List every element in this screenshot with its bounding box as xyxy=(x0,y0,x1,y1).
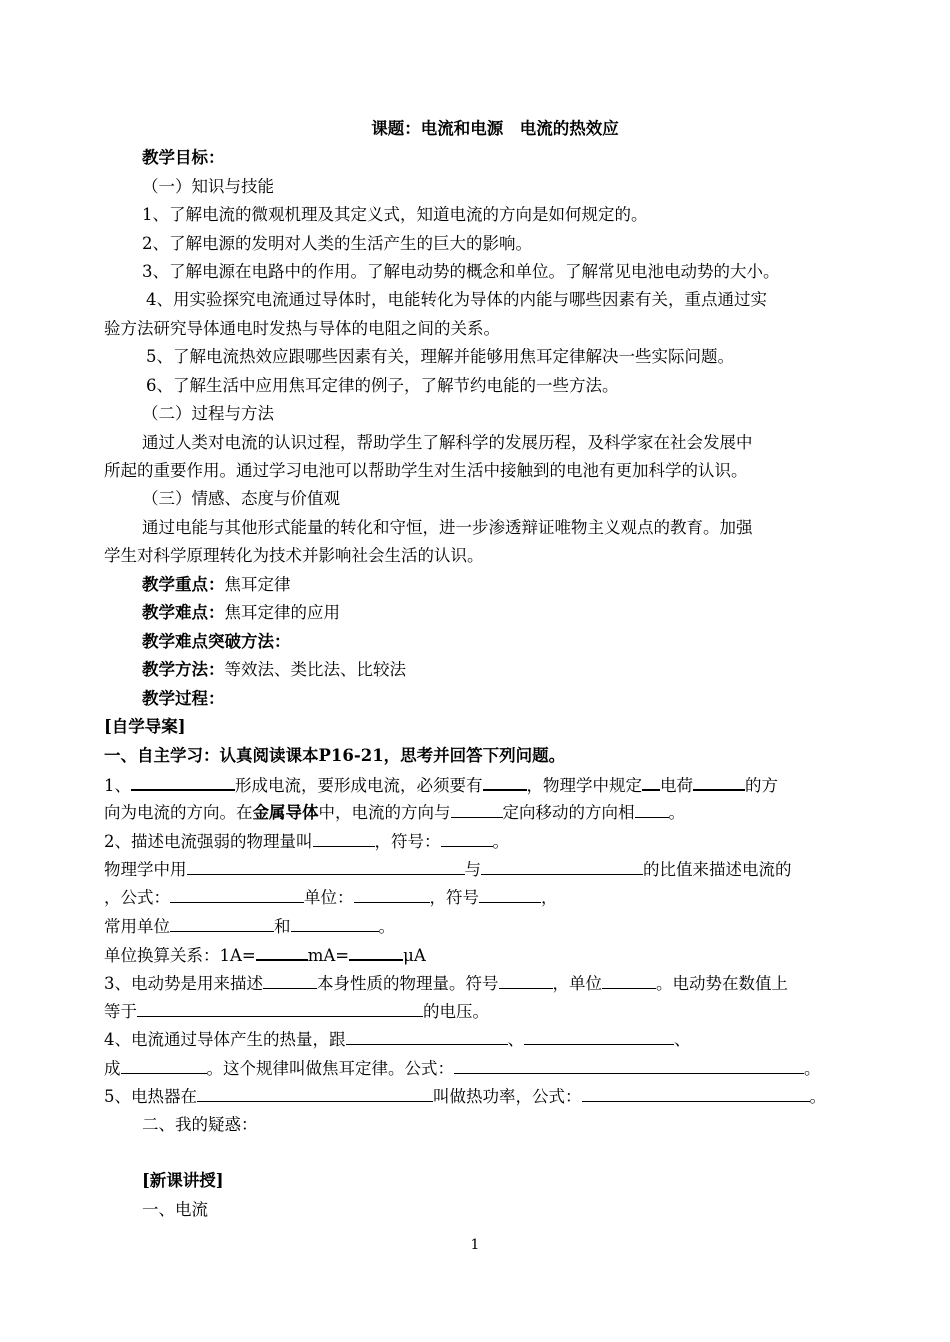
part1-heading: 一、自主学习：认真阅读课本P16-21，思考并回答下列问题。 xyxy=(104,746,566,765)
objective-2: 2、了解电源的发明对人类的生活产生的巨大的影响。 xyxy=(142,234,532,253)
blank[interactable] xyxy=(263,971,317,989)
q2-text: ，公式： xyxy=(104,888,170,907)
q3-text: 本身性质的物理量。符号 xyxy=(317,974,499,993)
question-5 xyxy=(104,1084,826,1109)
q1-number: 1、 xyxy=(104,776,131,795)
objective-5: 5、了解电流热效应跟哪些因素有关，理解并能够用焦耳定律解决一些实际问题。 xyxy=(146,347,734,366)
method xyxy=(142,658,406,682)
q4-text: 、 xyxy=(507,1030,524,1049)
page-title: 课题：电流和电源 电流的热效应 xyxy=(371,119,619,138)
subsection-current: 一、电流 xyxy=(142,1200,208,1219)
values-line-2: 学生对科学原理转化为技术并影响社会生活的认识。 xyxy=(104,546,484,565)
blank[interactable] xyxy=(454,1056,804,1074)
new-lesson-heading: [新课讲授] xyxy=(142,1171,224,1190)
q3-text: ，单位 xyxy=(552,974,602,993)
blank[interactable] xyxy=(441,829,493,847)
q1-text: 电荷 xyxy=(660,776,693,795)
q2-text: ， xyxy=(541,888,558,907)
q2-text: mA= xyxy=(307,946,350,965)
section-knowledge-heading: （一）知识与技能 xyxy=(142,177,274,196)
process-line-1: 通过人类对电流的认识过程，帮助学生了解科学的发展历程，及科学家在社会发展中 xyxy=(142,433,753,452)
values-line-1: 通过电能与其他形式能量的转化和守恒，进一步渗透辩证唯物主义观点的教育。加强 xyxy=(142,518,753,537)
q1-text: 。 xyxy=(668,803,685,822)
blank[interactable] xyxy=(635,800,669,818)
question-2-line-5 xyxy=(104,942,426,968)
q2-text: 单位： xyxy=(304,888,354,907)
blank[interactable] xyxy=(170,914,274,932)
q2-text: 物理学中用 xyxy=(104,860,187,879)
blank[interactable] xyxy=(346,1027,508,1045)
question-3-line-2 xyxy=(104,999,489,1024)
blank[interactable] xyxy=(313,829,375,847)
method-label: 教学方法： xyxy=(142,660,225,679)
q2-text: 。 xyxy=(492,832,509,851)
q3-text: 3、电动势是用来描述 xyxy=(104,974,263,993)
blank[interactable] xyxy=(524,1027,674,1045)
q3-text: 。电动势在数值上 xyxy=(656,974,788,993)
blank[interactable] xyxy=(499,971,553,989)
q2-text: 的比值来描述电流的 xyxy=(643,860,792,879)
blank[interactable] xyxy=(170,885,304,903)
blank[interactable] xyxy=(256,942,308,961)
objective-1: 1、了解电流的微观机理及其定义式，知道电流的方向是如何规定的。 xyxy=(142,205,648,224)
process-line-2: 所起的重要作用。通过学习电池可以帮助学生对生活中接触到的电池有更加科学的认识。 xyxy=(104,461,748,480)
blank[interactable] xyxy=(197,1084,433,1102)
q2-text: 单位换算关系：1A= xyxy=(104,946,256,965)
q1-emphasis: 金属导体 xyxy=(252,803,319,822)
q4-text: 成 xyxy=(104,1059,121,1078)
key-point-label: 教学重点： xyxy=(142,575,225,594)
blank[interactable] xyxy=(451,800,503,818)
q2-text: μA xyxy=(403,946,426,965)
q4-text: 。这个规律叫做焦耳定律。公式： xyxy=(206,1059,454,1078)
key-point xyxy=(142,573,291,597)
q5-text: 叫做热功率，公式： xyxy=(433,1087,582,1106)
q1-text: 中，电流的方向与 xyxy=(318,803,451,822)
section-values-heading: （三）情感、态度与价值观 xyxy=(142,489,340,508)
blank[interactable] xyxy=(693,772,745,791)
question-1-line-1 xyxy=(104,772,778,798)
difficulty-label: 教学难点： xyxy=(142,603,225,622)
blank[interactable] xyxy=(291,914,379,932)
method-value: 等效法、类比法、比较法 xyxy=(224,660,406,679)
difficulty-value: 焦耳定律的应用 xyxy=(224,603,340,622)
blank[interactable] xyxy=(354,885,430,903)
question-4-line-1 xyxy=(104,1027,691,1052)
objective-6: 6、了解生活中应用焦耳定律的例子，了解节约电能的一些方法。 xyxy=(146,376,619,395)
question-3-line-1 xyxy=(104,971,788,996)
objective-4-line-1: 4、用实验探究电流通过导体时，电能转化为导体的内能与哪些因素有关，重点通过实 xyxy=(146,290,767,309)
q2-text: 2、描述电流强弱的物理量叫 xyxy=(104,832,313,851)
part2-heading: 二、我的疑惑： xyxy=(142,1115,258,1134)
objective-3: 3、了解电源在电路中的作用。了解电动势的概念和单位。了解常见电池电动势的大小。 xyxy=(142,262,780,281)
q2-text: ，符号 xyxy=(429,888,479,907)
q3-text: 的电压。 xyxy=(423,1002,489,1021)
key-point-value: 焦耳定律 xyxy=(224,575,291,594)
q2-text: 和 xyxy=(274,917,291,936)
process-label: 教学过程： xyxy=(142,689,225,708)
q2-text: 与 xyxy=(464,860,481,879)
section-process-heading: （二）过程与方法 xyxy=(142,404,274,423)
q2-text: ，符号： xyxy=(374,832,441,851)
objectives-heading: 教学目标： xyxy=(142,148,225,167)
q1-text: 的方 xyxy=(745,776,778,795)
breakthrough-label: 教学难点突破方法： xyxy=(142,632,291,651)
question-1-line-2 xyxy=(104,800,685,825)
blank[interactable] xyxy=(131,772,235,791)
q5-text: 。 xyxy=(809,1087,826,1106)
objective-4-line-2: 验方法研究导体通电时发热与导体的电阻之间的关系。 xyxy=(104,319,500,338)
blank[interactable] xyxy=(483,772,527,791)
blank[interactable] xyxy=(137,999,423,1017)
page-number: 1 xyxy=(470,1237,480,1253)
q3-text: 等于 xyxy=(104,1002,137,1021)
question-2-line-3 xyxy=(104,885,558,910)
q1-text: ，物理学中规定 xyxy=(526,776,642,795)
blank[interactable] xyxy=(121,1056,207,1074)
self-study-heading: [自学导案] xyxy=(104,717,186,736)
blank[interactable] xyxy=(642,772,660,791)
q2-text: 常用单位 xyxy=(104,917,170,936)
q4-text: 4、电流通过导体产生的热量，跟 xyxy=(104,1030,346,1049)
blank[interactable] xyxy=(187,857,465,875)
blank[interactable] xyxy=(582,1084,810,1102)
q1-text: 形成电流，要形成电流，必须要有 xyxy=(235,776,483,795)
q1-text: 定向移动的方向相 xyxy=(502,803,635,822)
blank[interactable] xyxy=(602,971,656,989)
question-2-line-2 xyxy=(104,857,792,882)
question-4-line-2 xyxy=(104,1056,821,1081)
blank[interactable] xyxy=(349,942,403,961)
q4-text: 、 xyxy=(674,1030,691,1049)
blank[interactable] xyxy=(481,857,643,875)
q4-text: 。 xyxy=(804,1059,821,1078)
q5-text: 5、电热器在 xyxy=(104,1087,197,1106)
question-2-line-1 xyxy=(104,829,509,854)
q1-text: 向为电流的方向。在 xyxy=(104,803,253,822)
q2-text: 。 xyxy=(378,917,395,936)
question-2-line-4 xyxy=(104,914,395,939)
difficulty xyxy=(142,601,340,625)
blank[interactable] xyxy=(479,885,541,903)
